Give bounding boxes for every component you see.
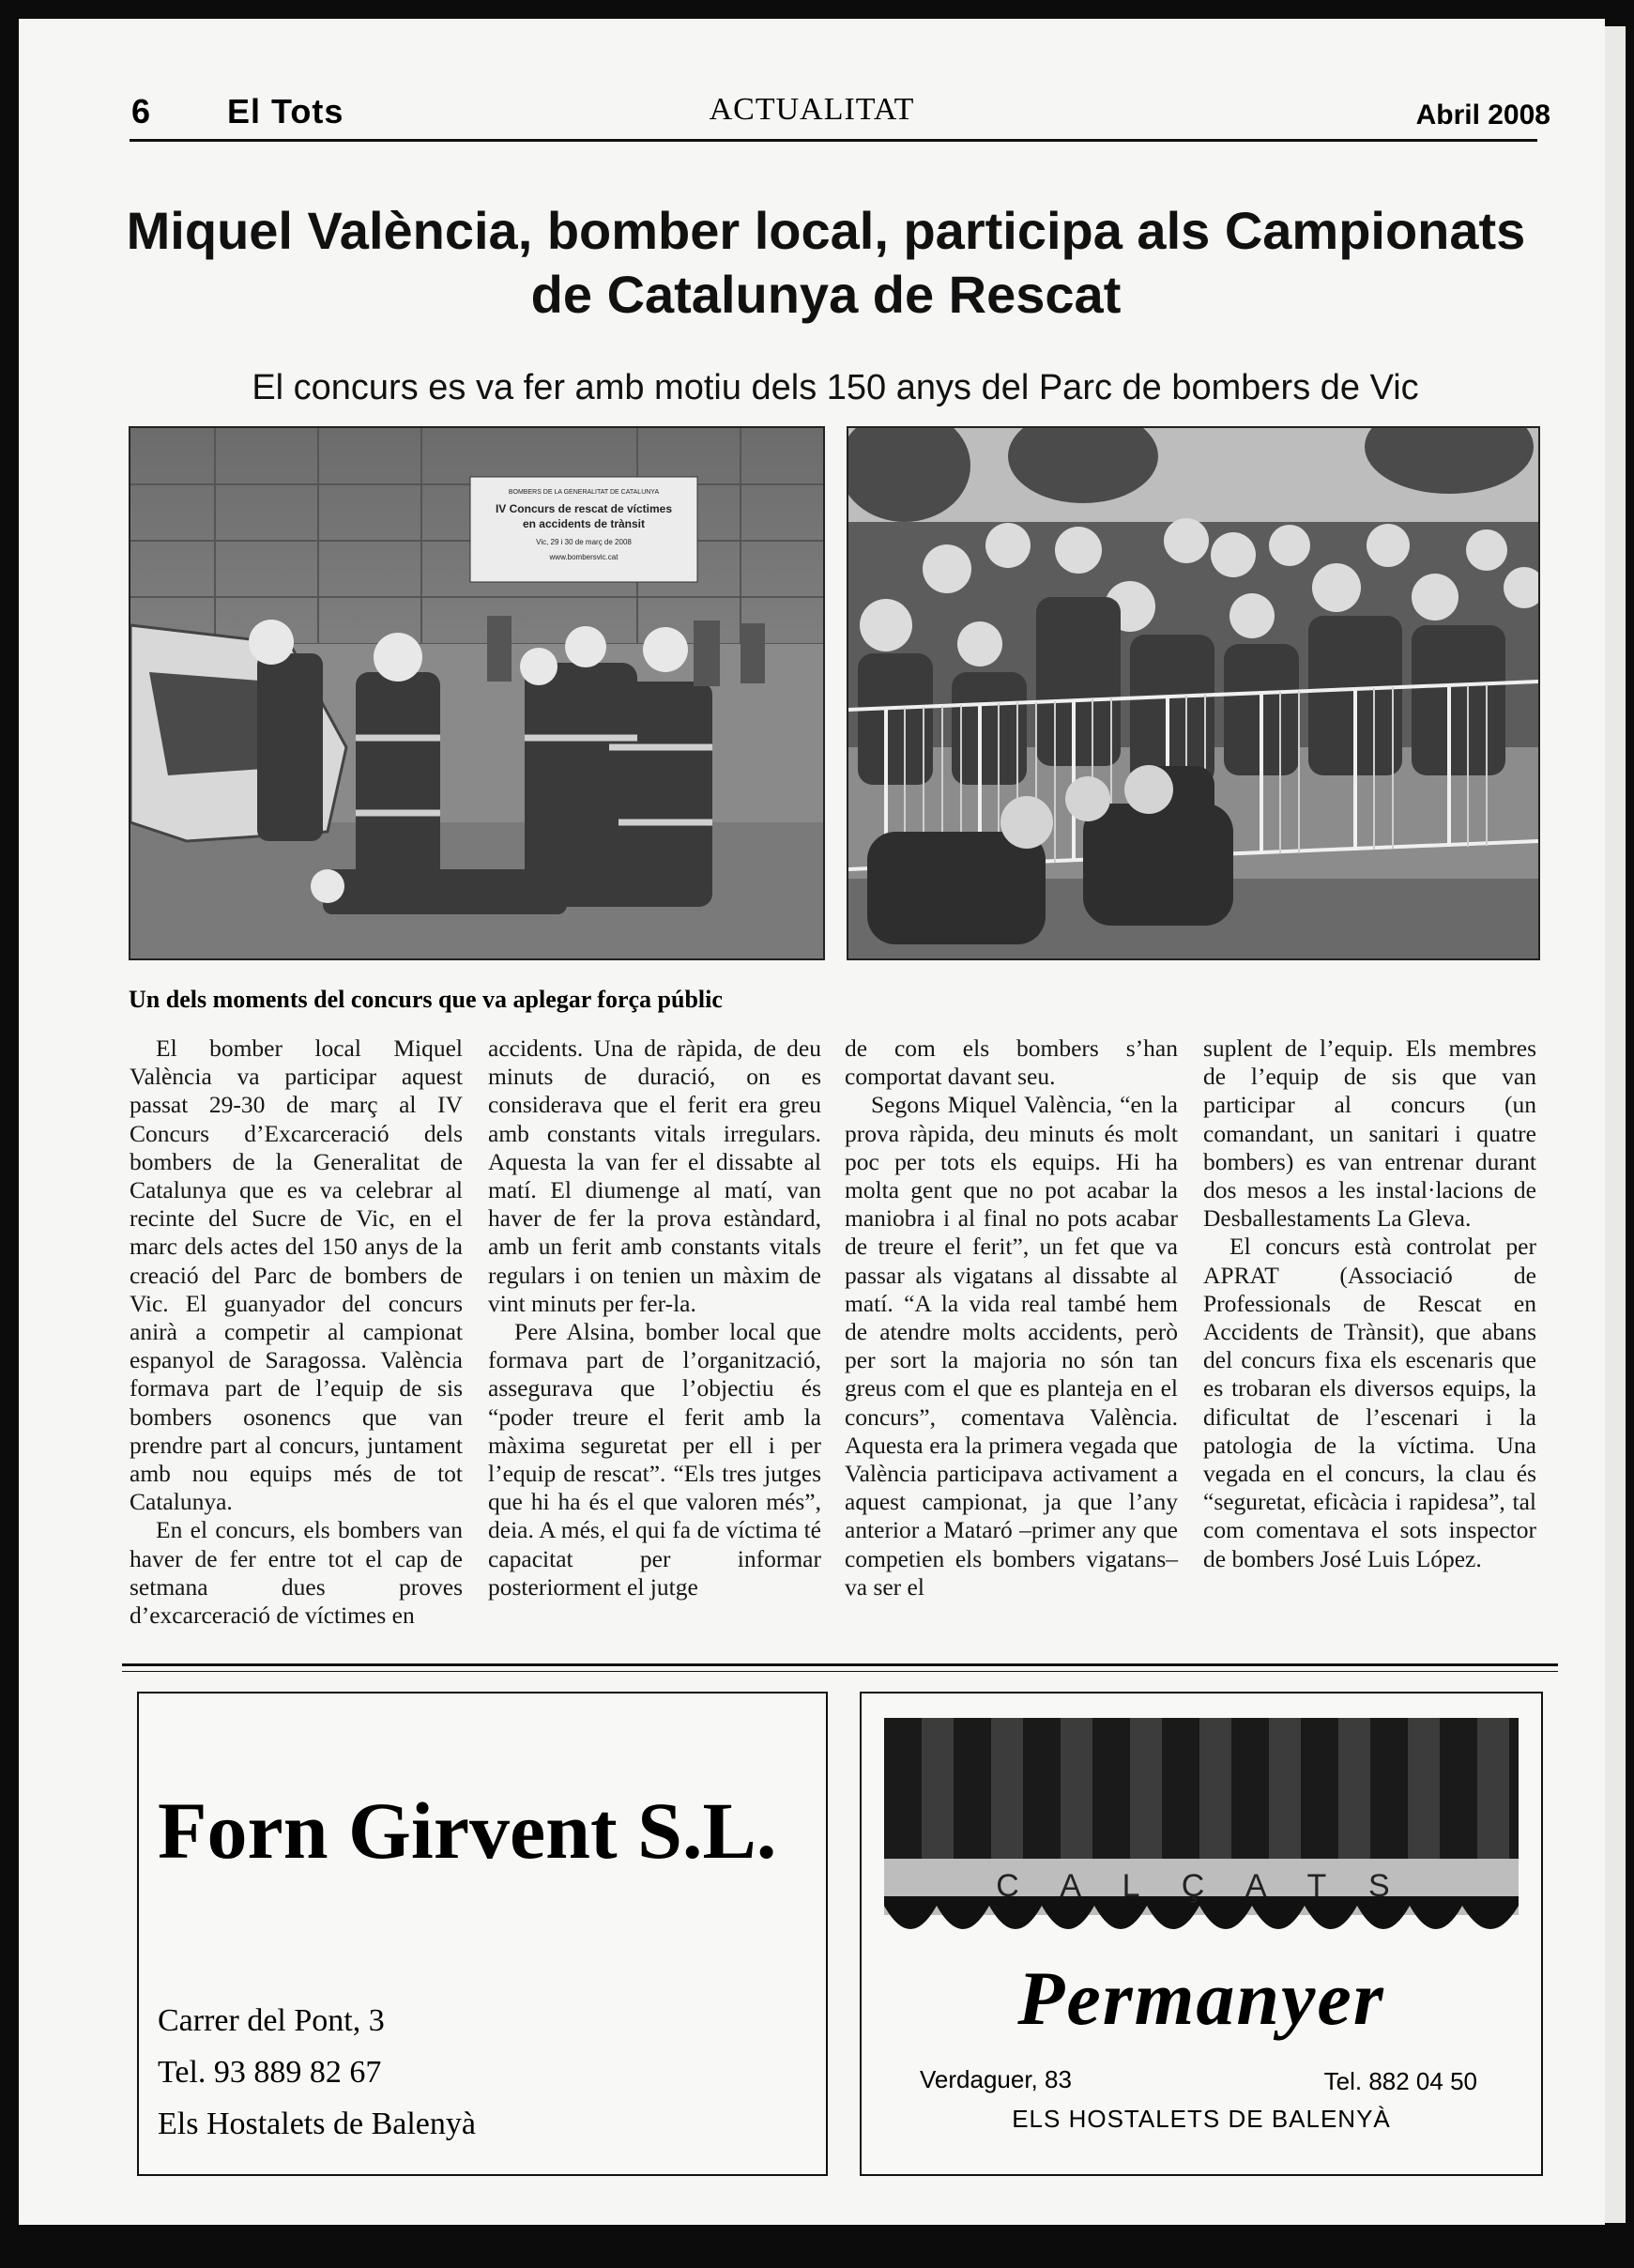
article-headline: Miquel València, bomber local, participa als Campionats de Catalunya de Rescat xyxy=(126,201,1526,324)
banner-line-5: www.bombersvic.cat xyxy=(549,553,618,561)
paragraph: El concurs està controlat per APRAT (Associació de Professionals de Rescat en Accidents de Trànsit), que abans del concurs fixa els escenaris que es trobaran els diversos equips, la dificultat de l’escenari i la patologia de la víctima. Una vegada en el concurs, la clau és “seguretat, eficàcia i rapidesa”, tal com comentava el sots inspector de bombers José Luis López. xyxy=(1203,1233,1536,1572)
article-column-4 xyxy=(1203,1034,1536,1573)
permanyer-logo: Permanyer xyxy=(1017,1955,1385,2041)
banner-line-2: IV Concurs de rescat de víctimes xyxy=(495,502,673,515)
issue-date: Abril 2008 xyxy=(1415,100,1550,130)
advert-calcats-permanyer xyxy=(860,1692,1543,2176)
section-title: ACTUALITAT xyxy=(709,92,915,127)
article-column-3 xyxy=(845,1034,1178,1601)
banner-line-1: BOMBERS DE LA GENERALITAT DE CATALUNYA xyxy=(508,489,660,496)
article-bottom-rule-thin xyxy=(122,1671,1558,1672)
paragraph: Pere Alsina, bomber local que formava part de l’organització, assegurava que l’objectiu és “poder treure el ferit amb la màxima seguretat per ell i per l’equip de rescat”. “Els tres jutges que hi ha és el que valoren més”, deia. A més, el qui fa de víctima té capacitat per informar posteriorment el jutge xyxy=(488,1318,821,1601)
article-column-1 xyxy=(130,1034,463,1630)
page-number: 6 xyxy=(131,92,151,130)
next-page-edge xyxy=(1605,26,1626,2223)
banner-line-3: en accidents de trànsit xyxy=(522,517,646,530)
header-rule xyxy=(130,139,1537,142)
photo-caption: Un dels moments del concurs que va aplegar força públic xyxy=(129,986,723,1013)
paragraph: accidents. Una de ràpida, de deu minuts de duració, on es considerava que el ferit era greu amb constants vitals irregulars. Aquesta la van fer el dissabte al matí. El diumenge al matí, van haver de fer la prova estàndard, amb un ferit amb constants vitals regulars i on tenien un màxim de vint minuts per fer-la. xyxy=(488,1034,821,1317)
advert-forn-girvent xyxy=(137,1692,828,2176)
magazine-page xyxy=(19,19,1605,2225)
magazine-name: El Tots xyxy=(227,92,344,130)
paragraph: Segons Miquel València, “en la prova ràpida, deu minuts és molt poc per tots els equips. Hi ha molta gent que no pot acabar la maniobra i al final no pots acabar de treure el ferit”, un fet que va passar als vigatans al dissabte al matí. “A la vida real també hem de atendre molts accidents, però per sort la majoria no són tan greus com el que es planteja en el concurs”, comentava València. Aquesta era la primera vegada que València participava activament a aquest campionat, ja que l’any anterior a Mataró –primer any que competien els bombers vigatans– va ser el xyxy=(845,1091,1178,1601)
permanyer-phone: Tel. 882 04 50 xyxy=(1323,2067,1477,2095)
permanyer-street: Verdaguer, 83 xyxy=(920,2065,1072,2093)
forn-town: Els Hostalets de Balenyà xyxy=(158,2107,476,2141)
forn-address: Carrer del Pont, 3 xyxy=(158,2003,385,2038)
paragraph: El bomber local Miquel València va participar aquest passat 29-30 de març al IV Concurs d’Excarceració dels bombers de la Generalitat de Catalunya que es va celebrar al recinte del Sucre de Vic, en el marc dels actes del 150 anys de la creació del Parc de bombers de Vic. El guanyador del concurs anirà a competir al campionat espanyol de Saragossa. València formava part de l’equip de sis bombers osonencs que van prendre part al concurs, juntament amb nou equips més de tot Catalunya. xyxy=(130,1034,463,1516)
banner-line-4: Vic, 29 i 30 de març de 2008 xyxy=(536,538,632,546)
paragraph: suplent de l’equip. Els membres de l’equip de sis que van participar al concurs (un comandant, un sanitari i quatre bombers) es van entrenar durant dos mesos a les instal·lacions de Desballestaments La Gleva. xyxy=(1203,1034,1536,1233)
forn-business-name: Forn Girvent S.L. xyxy=(158,1785,777,1876)
paragraph: En el concurs, els bombers van haver de fer entre tot el cap de setmana dues proves d’excarceració de víctimes en xyxy=(130,1516,463,1630)
forn-phone: Tel. 93 889 82 67 xyxy=(158,2055,382,2090)
photo-rescue-drill xyxy=(129,426,825,960)
awning-text: C A L Ç A T S xyxy=(996,1868,1407,1904)
photo-spectators xyxy=(847,426,1540,960)
article-subheadline: El concurs es va fer amb motiu dels 150 anys del Parc de bombers de Vic xyxy=(252,368,1419,407)
article-column-2 xyxy=(488,1034,821,1601)
permanyer-town: ELS HOSTALETS DE BALENYÀ xyxy=(1012,2105,1391,2133)
article-bottom-rule xyxy=(122,1663,1558,1666)
awning-graphic xyxy=(884,1718,1519,1960)
paragraph: de com els bombers s’han comportat davant seu. xyxy=(845,1034,1178,1091)
